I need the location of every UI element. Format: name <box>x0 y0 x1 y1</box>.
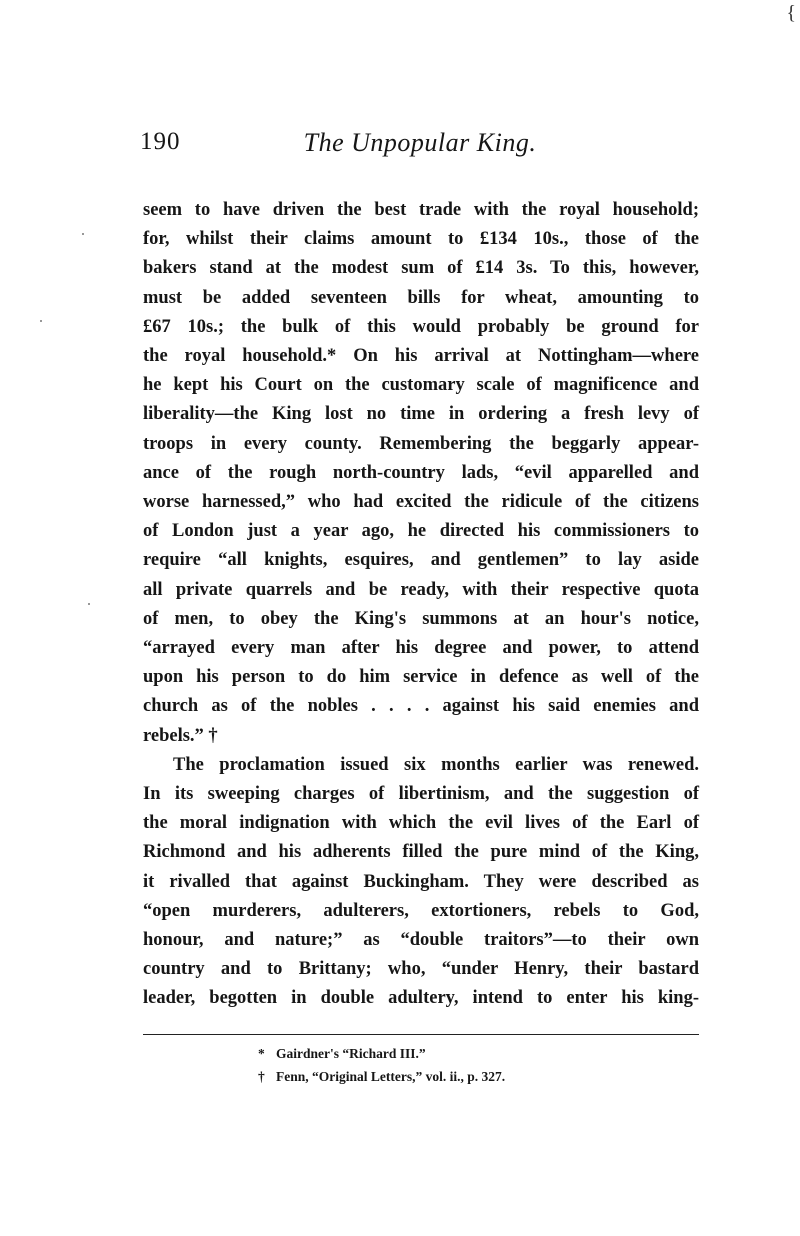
text-line: liberality—the King lost no time in ordering a fresh levy of <box>143 404 699 425</box>
margin-bracket-mark: { <box>786 2 796 24</box>
text-line: upon his person to do him service in defence as well of the <box>143 667 699 688</box>
text-line: In its sweeping charges of libertinism, and the suggestion of <box>143 784 699 805</box>
footnote-mark: * <box>258 1046 265 1061</box>
footnote-divider <box>143 1034 699 1035</box>
body-text <box>143 196 699 1014</box>
text-line: country and to Brittany; who, “under Henry, their bastard <box>143 959 699 980</box>
text-line: for, whilst their claims amount to £134 10s., those of the <box>143 229 699 250</box>
footnote-text: Gairdner's “Richard III.” <box>276 1046 426 1061</box>
text-line: church as of the nobles . . . . against his said enemies and <box>143 696 699 717</box>
page-number: 190 <box>140 128 181 155</box>
footnotes <box>258 1042 698 1088</box>
text-line: bakers stand at the modest sum of £14 3s. To this, however, <box>143 258 699 279</box>
scan-speck <box>82 233 84 235</box>
text-line: The proclamation issued six months earlier was renewed. <box>173 754 699 775</box>
paragraph <box>143 751 699 1014</box>
paragraph <box>143 196 699 751</box>
footnote-mark: † <box>258 1069 265 1084</box>
scan-speck <box>88 603 90 605</box>
scan-speck <box>40 320 42 322</box>
footnote-text: Fenn, “Original Letters,” vol. ii., p. 327. <box>276 1069 506 1084</box>
footnote <box>258 1065 698 1088</box>
page-header <box>140 128 700 164</box>
text-line: he kept his Court on the customary scale of magnificence and <box>143 375 699 396</box>
text-line: of London just a year ago, he directed his commissioners to <box>143 521 699 542</box>
text-line: it rivalled that against Buckingham. They were described as <box>143 871 699 892</box>
footnote <box>258 1042 698 1065</box>
text-line: of men, to obey the King's summons at an hour's notice, <box>143 608 699 629</box>
text-line: all private quarrels and be ready, with their respective quota <box>143 579 699 600</box>
text-line: the moral indignation with which the evil lives of the Earl of <box>143 813 699 834</box>
text-line: “arrayed every man after his degree and power, to attend <box>143 638 699 659</box>
running-title: The Unpopular King. <box>303 128 537 157</box>
text-line: honour, and nature;” as “double traitors”—to their own <box>143 930 699 951</box>
text-line: the royal household.* On his arrival at Nottingham—where <box>143 346 699 367</box>
text-line: seem to have driven the best trade with the royal household; <box>143 200 699 220</box>
text-line: ance of the rough north-country lads, “evil apparelled and <box>143 462 699 483</box>
text-line: “open murderers, adulterers, extortioners, rebels to God, <box>143 900 699 921</box>
text-line: rebels.” † <box>143 725 218 746</box>
text-line: require “all knights, esquires, and gentlemen” to lay aside <box>143 550 699 571</box>
text-line: worse harnessed,” who had excited the ridicule of the citizens <box>143 492 699 513</box>
text-line: Richmond and his adherents filled the pure mind of the King, <box>143 842 699 863</box>
text-line: must be added seventeen bills for wheat, amounting to <box>143 287 699 308</box>
text-line: £67 10s.; the bulk of this would probably be ground for <box>143 316 699 337</box>
text-line: leader, begotten in double adultery, intend to enter his king- <box>143 988 699 1009</box>
text-line: troops in every county. Remembering the beggarly appear- <box>143 433 699 454</box>
